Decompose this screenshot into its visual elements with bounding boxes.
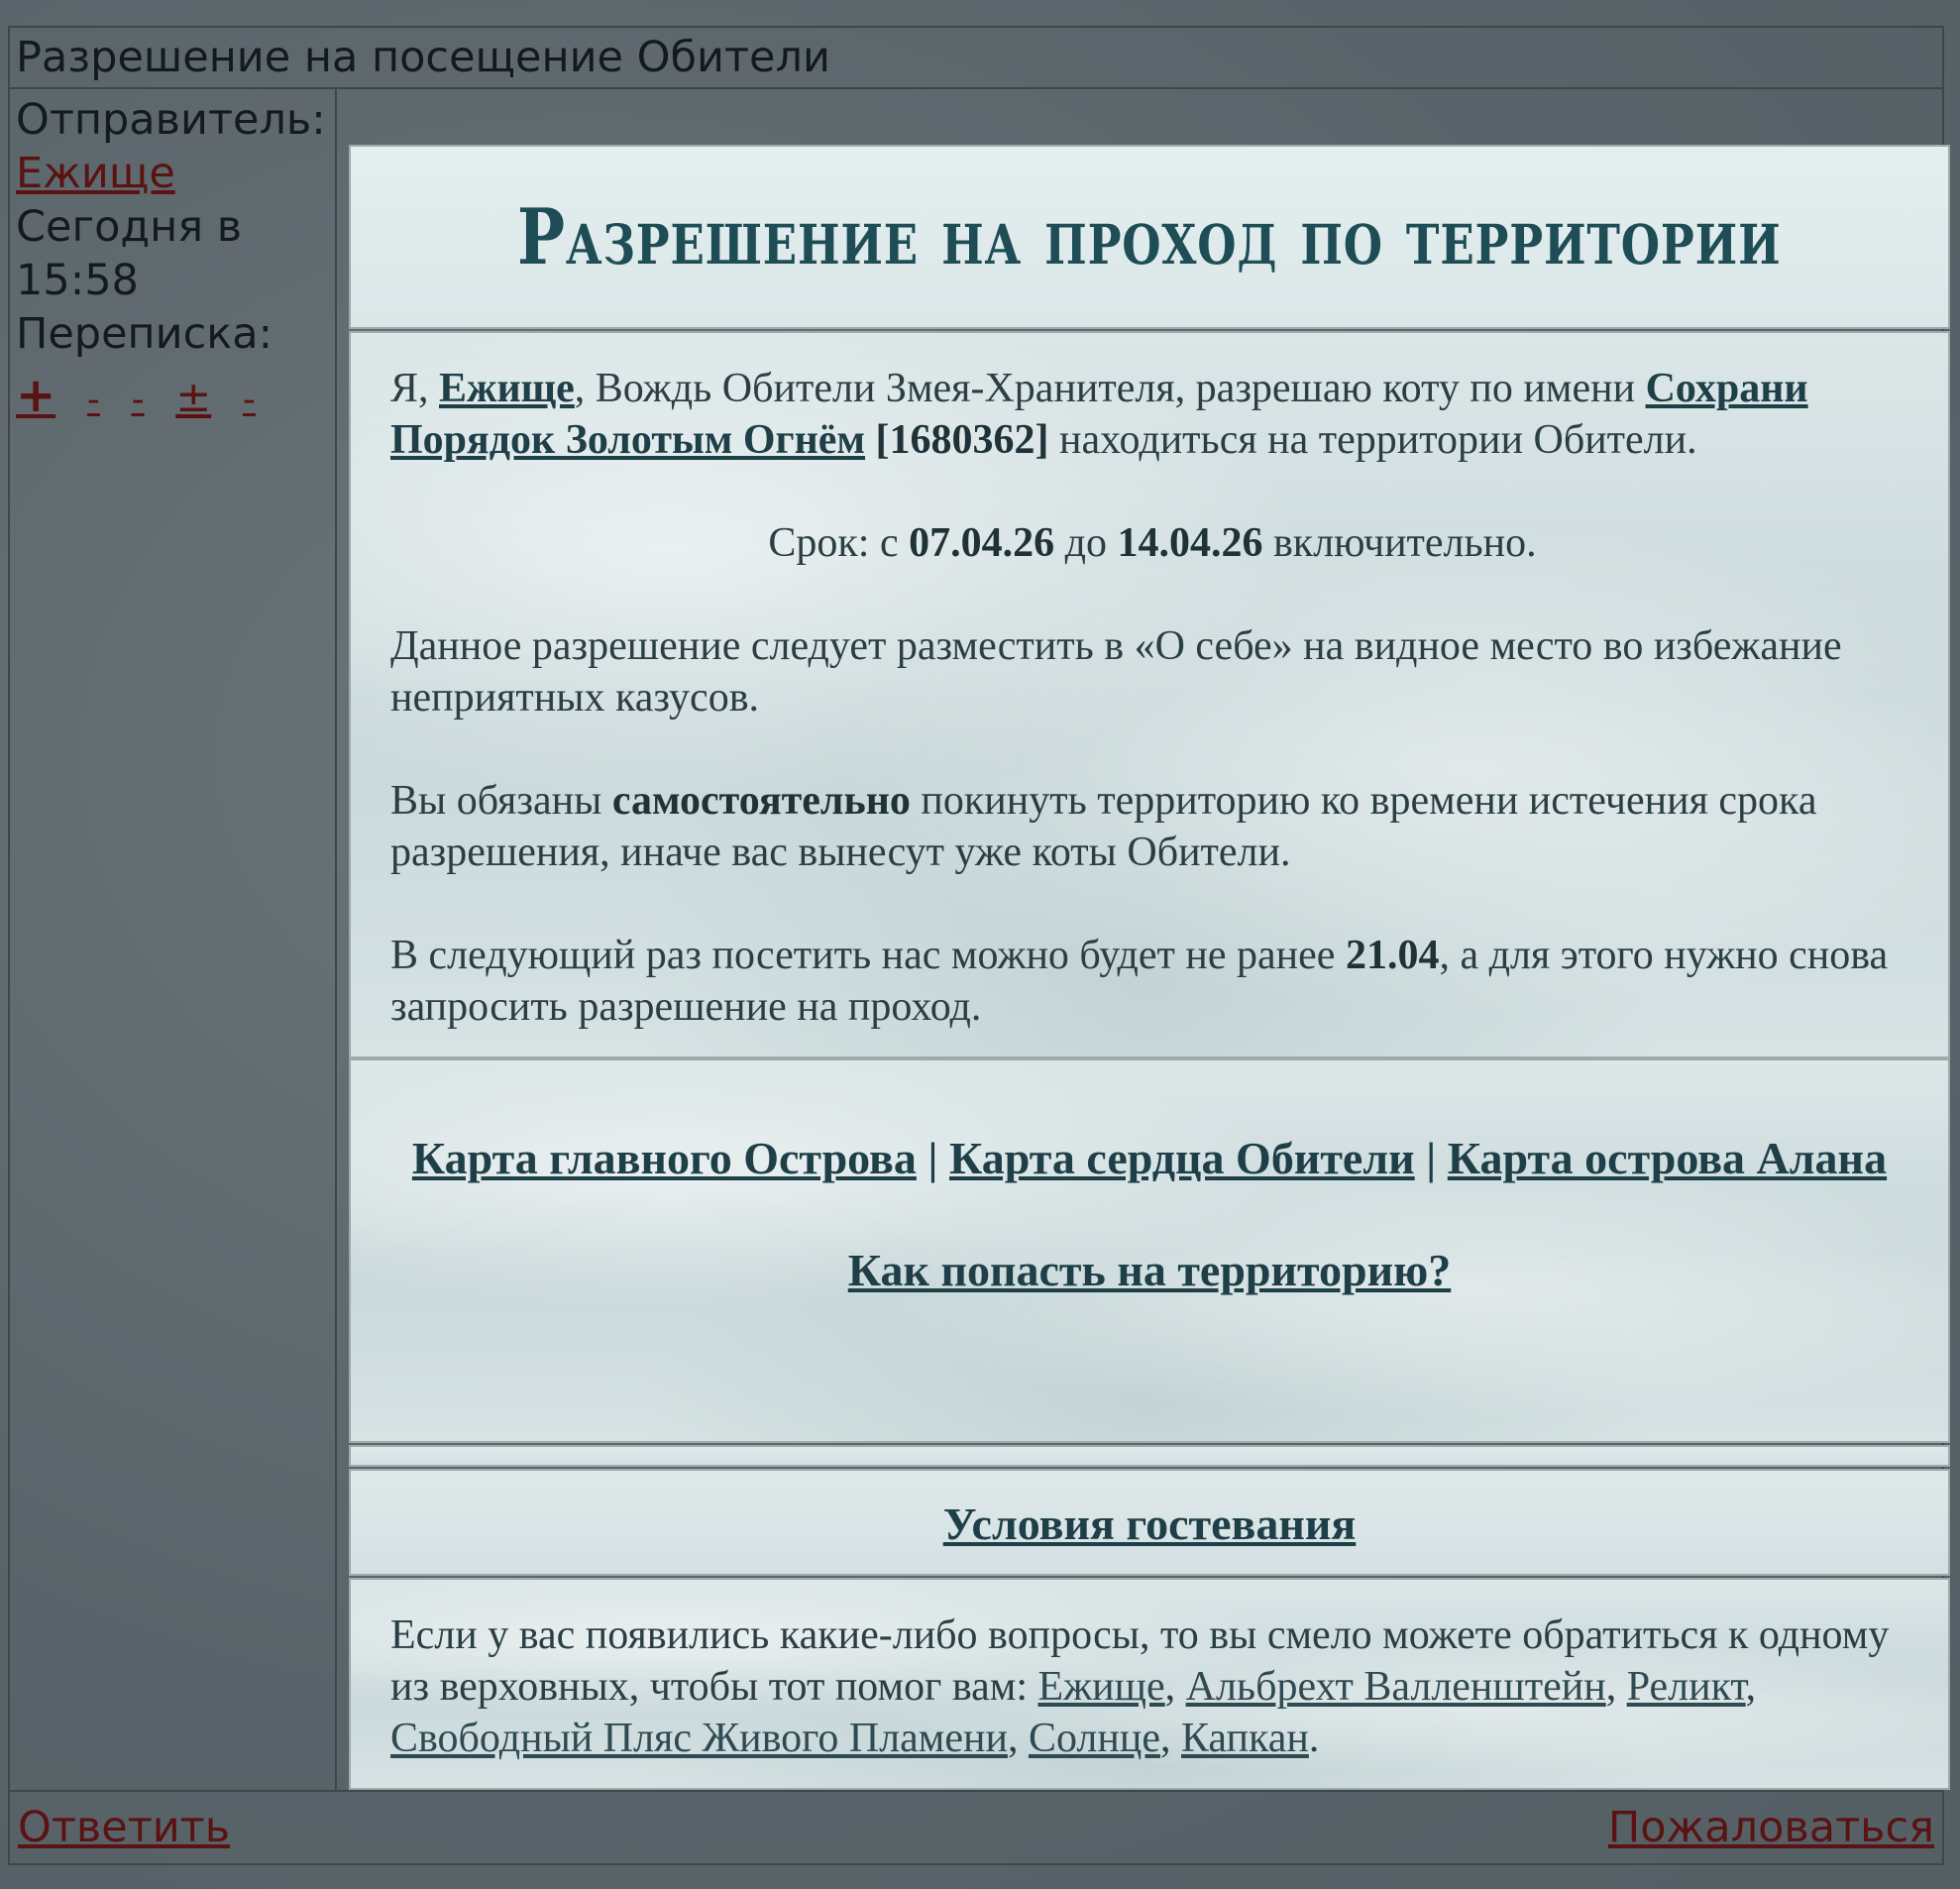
separator: , <box>1164 1664 1186 1710</box>
map-links <box>390 1130 1908 1187</box>
sender-sidebar <box>10 89 337 1790</box>
separator: | <box>1414 1133 1448 1183</box>
permit-text-panel <box>349 331 1950 1058</box>
correspondence-label: Переписка: <box>16 309 273 359</box>
vote-minus-button[interactable]: - <box>242 380 256 420</box>
text: Я, <box>390 366 440 411</box>
text: Вы обязаны <box>390 778 612 824</box>
permit-heading: Разрешение на проход по территории <box>517 191 1782 282</box>
contact-link[interactable]: Ежище <box>1037 1664 1165 1710</box>
term-from-date: 07.04.26 <box>909 520 1055 566</box>
cat-id: [1680362] <box>875 417 1049 463</box>
howto-link[interactable]: Как попасть на территорию? <box>847 1245 1452 1295</box>
divider-panel <box>349 1445 1950 1467</box>
contact-link[interactable]: Альбрехт Валленштейн <box>1185 1664 1606 1710</box>
text: находиться на территории Обители. <box>1048 417 1697 463</box>
map-alan-island-link[interactable]: Карта острова Алана <box>1447 1133 1888 1183</box>
contacts-intro: Если у вас появились какие-либо вопросы, то вы смело можете обратиться к одному из верховных, чтобы тот помог вам: <box>390 1612 1890 1710</box>
maps-panel <box>349 1058 1950 1443</box>
next-visit-date: 21.04 <box>1345 933 1440 978</box>
contact-link[interactable]: Свободный Пляс Живого Пламени <box>390 1716 1008 1761</box>
correspondence-votes <box>16 369 335 427</box>
contacts-panel <box>349 1578 1950 1790</box>
separator: , <box>1605 1664 1627 1710</box>
map-heart-link[interactable]: Карта сердца Обители <box>949 1133 1415 1183</box>
message-footer <box>10 1790 1942 1863</box>
message-body <box>339 117 1952 1792</box>
vote-minus-button[interactable]: - <box>86 380 100 420</box>
message-title: Разрешение на посещение Обители <box>10 28 1942 89</box>
placement-paragraph: Данное разрешение следует разместить в «О себе» на видное место во избежание неприятных казусов. <box>390 623 1842 721</box>
text: покинуть территорию ко времени истечения срока разрешения, иначе вас вынесут уже коты Обители. <box>390 778 1817 875</box>
cat-name-link[interactable]: Сохрани Порядок Золотым Огнём <box>390 366 1808 463</box>
separator: , <box>1745 1664 1757 1710</box>
date-line-2: 15:58 <box>16 256 139 305</box>
next-visit-paragraph <box>390 930 1914 1033</box>
text: . <box>1308 1716 1320 1761</box>
conditions-link[interactable]: Условия гостевания <box>942 1499 1357 1549</box>
text: , Вождь Обители Змея-Хранителя, разрешаю коту по имени <box>574 366 1646 411</box>
sender-link[interactable]: Ежище <box>16 149 175 198</box>
separator: , <box>1007 1716 1029 1761</box>
contact-link[interactable]: Реликт <box>1626 1664 1746 1710</box>
report-link[interactable]: Пожаловаться <box>1607 1803 1934 1852</box>
text: В следующий раз посетить нас можно будет не ранее <box>390 933 1346 978</box>
separator: , <box>1159 1716 1181 1761</box>
vote-minus-button[interactable]: - <box>131 380 145 420</box>
vote-plus-button[interactable]: + <box>16 368 56 423</box>
reply-link[interactable]: Ответить <box>18 1803 231 1852</box>
date-line-1: Сегодня в <box>16 202 243 252</box>
permit-paragraph <box>390 363 1914 466</box>
message-window <box>8 26 1944 1865</box>
text: до <box>1054 520 1118 566</box>
conditions-panel <box>349 1469 1950 1576</box>
map-main-island-link[interactable]: Карта главного Острова <box>411 1133 917 1183</box>
sender-label: Отправитель: <box>16 95 326 145</box>
term-to-date: 14.04.26 <box>1117 520 1263 566</box>
text: , а для этого нужно снова запросить разрешение на проход. <box>390 933 1889 1030</box>
heading-banner <box>349 145 1950 329</box>
text: включительно. <box>1262 520 1537 566</box>
leader-link[interactable]: Ежище <box>439 366 575 411</box>
text: Срок: с <box>768 520 910 566</box>
howto-block <box>390 1245 1908 1296</box>
separator: | <box>916 1133 950 1183</box>
term-paragraph <box>390 517 1914 569</box>
contact-link[interactable]: Капкан <box>1180 1716 1309 1761</box>
leave-paragraph <box>390 775 1914 878</box>
contact-link[interactable]: Солнце <box>1028 1716 1160 1761</box>
emphasis: самостоятельно <box>611 778 911 824</box>
vote-plusminus-button[interactable]: ± <box>175 373 212 422</box>
